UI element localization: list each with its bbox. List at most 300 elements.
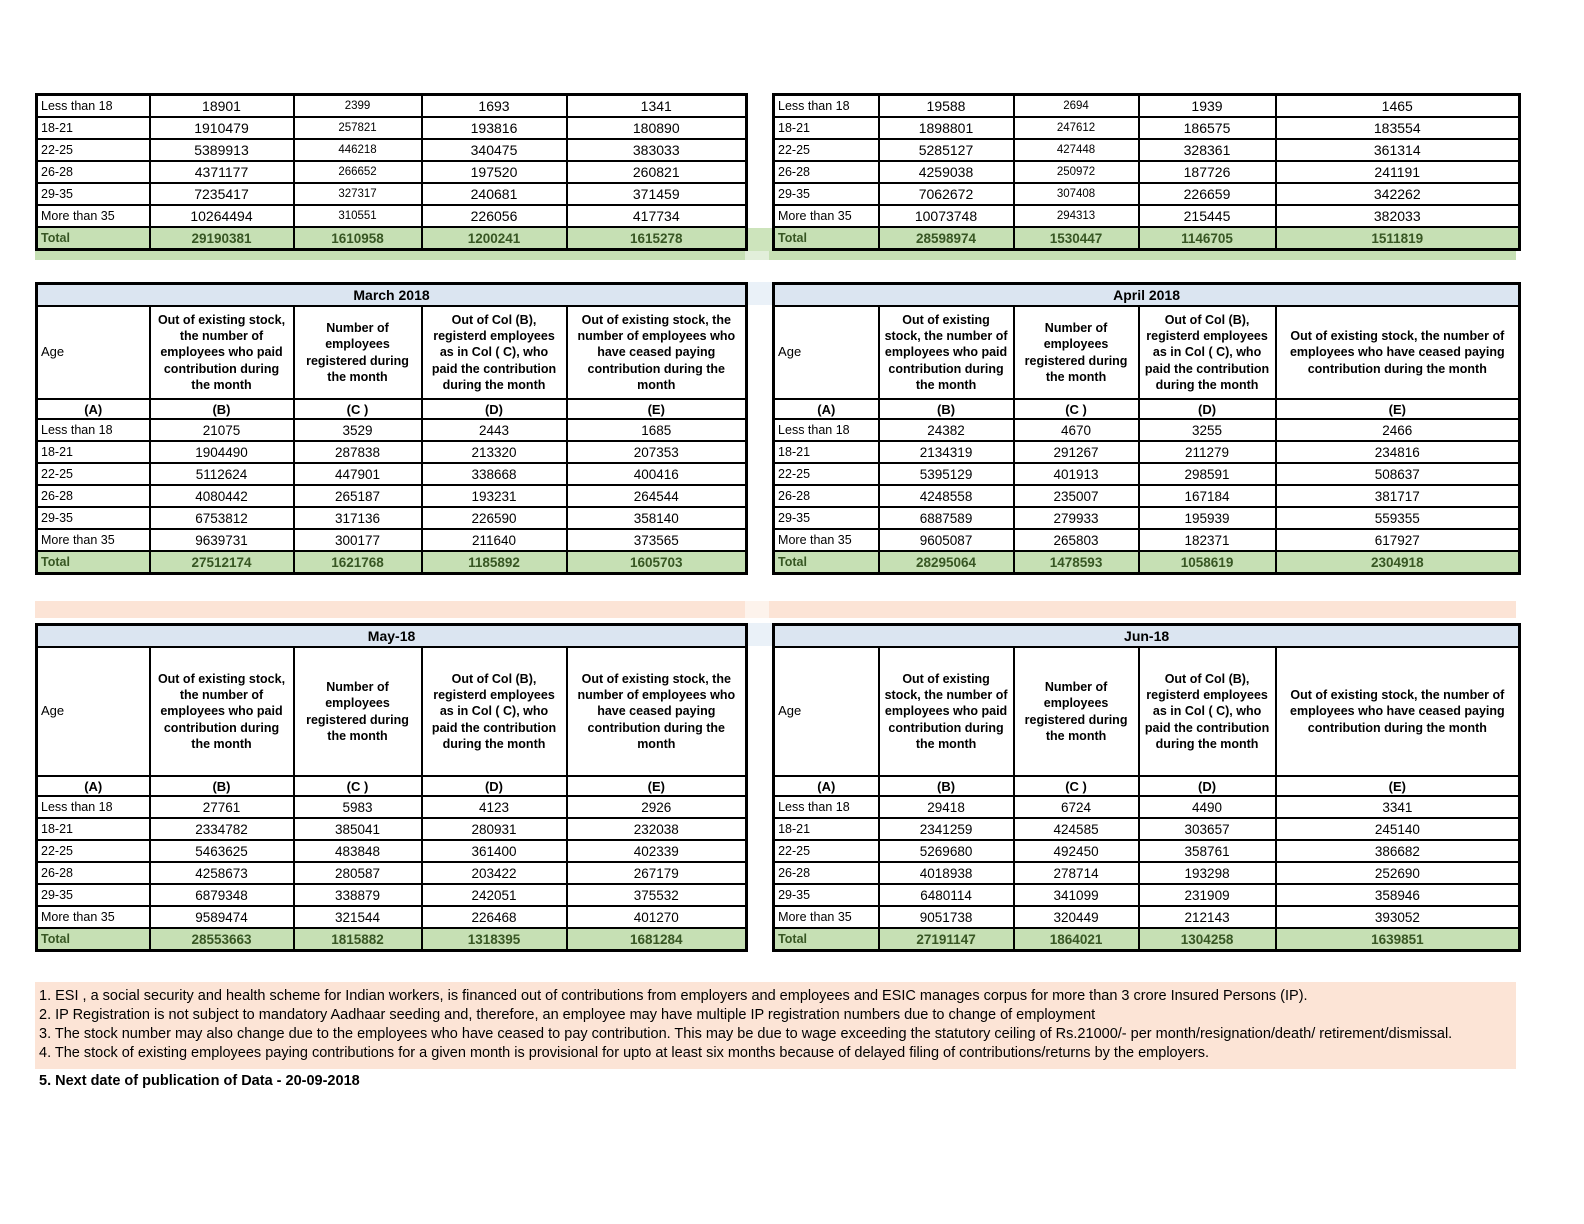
- value-cell: 280931: [422, 818, 567, 840]
- value-cell: 371459: [567, 183, 747, 205]
- value-cell: 5983: [294, 796, 422, 818]
- total-value: 1146705: [1139, 227, 1276, 250]
- value-cell: 393052: [1276, 906, 1520, 928]
- value-cell: 265187: [294, 485, 422, 507]
- total-row: [37, 551, 747, 574]
- age-group-label: 18-21: [37, 818, 150, 840]
- data-table-top-left: [35, 93, 748, 251]
- value-cell: 358140: [567, 507, 747, 529]
- total-value: 1615278: [567, 227, 747, 250]
- col-letter-c: (C ): [1014, 399, 1139, 419]
- age-group-label: 22-25: [37, 840, 150, 862]
- value-cell: 267179: [567, 862, 747, 884]
- column-header-row: [774, 647, 1520, 776]
- total-label: Total: [774, 928, 879, 951]
- value-cell: 235007: [1014, 485, 1139, 507]
- total-label: Total: [774, 227, 879, 250]
- value-cell: 400416: [567, 463, 747, 485]
- col-header-b: Out of existing stock, the number of employees who paid contribution during the month: [150, 647, 294, 776]
- value-cell: 6753812: [150, 507, 294, 529]
- col-header-d: Out of Col (B), registerd employees as in Col ( C), who paid the contribution during the month: [1139, 306, 1276, 399]
- table-row: [774, 529, 1520, 551]
- table-row: [774, 139, 1520, 161]
- value-cell: 3341: [1276, 796, 1520, 818]
- value-cell: 300177: [294, 529, 422, 551]
- total-value: 2304918: [1276, 551, 1520, 574]
- value-cell: 24382: [879, 419, 1014, 441]
- age-group-label: Less than 18: [37, 419, 150, 441]
- value-cell: 401913: [1014, 463, 1139, 485]
- age-group-label: Less than 18: [774, 419, 879, 441]
- total-value: 1639851: [1276, 928, 1520, 951]
- month-title-row: [37, 625, 747, 648]
- table-row: [37, 840, 747, 862]
- column-header-row: [774, 306, 1520, 399]
- value-cell: 4018938: [879, 862, 1014, 884]
- total-value: 29190381: [150, 227, 294, 250]
- total-value: 1185892: [422, 551, 567, 574]
- value-cell: 5112624: [150, 463, 294, 485]
- age-group-label: 29-35: [37, 183, 150, 205]
- total-value: 1304258: [1139, 928, 1276, 951]
- value-cell: 280587: [294, 862, 422, 884]
- value-cell: 279933: [1014, 507, 1139, 529]
- value-cell: 4670: [1014, 419, 1139, 441]
- total-value: 1864021: [1014, 928, 1139, 951]
- table-row: [37, 507, 747, 529]
- value-cell: 338668: [422, 463, 567, 485]
- col-letter-c: (C ): [1014, 776, 1139, 796]
- table-row: [37, 862, 747, 884]
- table-row: [37, 796, 747, 818]
- value-cell: 215445: [1139, 205, 1276, 227]
- value-cell: 195939: [1139, 507, 1276, 529]
- age-group-label: 22-25: [774, 463, 879, 485]
- value-cell: 358761: [1139, 840, 1276, 862]
- value-cell: 7062672: [879, 183, 1014, 205]
- value-cell: 424585: [1014, 818, 1139, 840]
- col-letter-b: (B): [879, 399, 1014, 419]
- value-cell: 307408: [1014, 183, 1139, 205]
- table-row: [774, 818, 1520, 840]
- data-table-march-2018: [35, 282, 748, 575]
- col-header-age: Age: [37, 647, 150, 776]
- age-group-label: 29-35: [774, 183, 879, 205]
- column-header-row: [37, 647, 747, 776]
- col-letter-d: (D): [422, 399, 567, 419]
- value-cell: 231909: [1139, 884, 1276, 906]
- col-letter-e: (E): [567, 399, 747, 419]
- age-group-label: 18-21: [37, 441, 150, 463]
- may-jun-section: [35, 623, 1516, 952]
- value-cell: 338879: [294, 884, 422, 906]
- age-group-label: More than 35: [37, 529, 150, 551]
- value-cell: 386682: [1276, 840, 1520, 862]
- col-header-c: Number of employees registered during the month: [1014, 647, 1139, 776]
- col-letter-e: (E): [1276, 776, 1520, 796]
- value-cell: 260821: [567, 161, 747, 183]
- col-letter-e: (E): [1276, 399, 1520, 419]
- value-cell: 327317: [294, 183, 422, 205]
- col-header-e: Out of existing stock, the number of employees who have ceased paying contribution during the month: [567, 647, 747, 776]
- total-value: 1621768: [294, 551, 422, 574]
- value-cell: 182371: [1139, 529, 1276, 551]
- col-header-e: Out of existing stock, the number of employees who have ceased paying contribution during the month: [567, 306, 747, 399]
- total-value: 1058619: [1139, 551, 1276, 574]
- value-cell: 18901: [150, 95, 294, 118]
- table-row: [774, 205, 1520, 227]
- value-cell: 10073748: [879, 205, 1014, 227]
- value-cell: 197520: [422, 161, 567, 183]
- age-group-label: More than 35: [37, 205, 150, 227]
- value-cell: 226590: [422, 507, 567, 529]
- value-cell: 6887589: [879, 507, 1014, 529]
- table-row: [37, 205, 747, 227]
- value-cell: 402339: [567, 840, 747, 862]
- column-letter-row: [774, 399, 1520, 419]
- value-cell: 342262: [1276, 183, 1520, 205]
- table-row: [774, 884, 1520, 906]
- value-cell: 303657: [1139, 818, 1276, 840]
- table-row: [37, 183, 747, 205]
- value-cell: 1904490: [150, 441, 294, 463]
- value-cell: 6879348: [150, 884, 294, 906]
- value-cell: 358946: [1276, 884, 1520, 906]
- value-cell: 361400: [422, 840, 567, 862]
- col-header-age: Age: [774, 306, 879, 399]
- table-row: [37, 818, 747, 840]
- value-cell: 232038: [567, 818, 747, 840]
- value-cell: 9605087: [879, 529, 1014, 551]
- value-cell: 10264494: [150, 205, 294, 227]
- data-table-may-18: [35, 623, 748, 952]
- table-row: [37, 161, 747, 183]
- age-group-label: More than 35: [774, 906, 879, 928]
- value-cell: 373565: [567, 529, 747, 551]
- col-header-b: Out of existing stock, the number of employees who paid contribution during the month: [879, 306, 1014, 399]
- col-letter-d: (D): [1139, 399, 1276, 419]
- value-cell: 375532: [567, 884, 747, 906]
- value-cell: 381717: [1276, 485, 1520, 507]
- col-letter-e: (E): [567, 776, 747, 796]
- table-row: [37, 117, 747, 139]
- value-cell: 361314: [1276, 139, 1520, 161]
- col-header-d: Out of Col (B), registerd employees as in Col ( C), who paid the contribution during the month: [1139, 647, 1276, 776]
- value-cell: 340475: [422, 139, 567, 161]
- value-cell: 341099: [1014, 884, 1139, 906]
- age-group-label: 22-25: [774, 840, 879, 862]
- value-cell: 241191: [1276, 161, 1520, 183]
- month-title: May-18: [37, 625, 747, 648]
- value-cell: 1939: [1139, 95, 1276, 118]
- table-row: [37, 95, 747, 118]
- total-value: 28553663: [150, 928, 294, 951]
- value-cell: 211640: [422, 529, 567, 551]
- value-cell: 213320: [422, 441, 567, 463]
- esic-report-sheet: [35, 93, 1516, 1091]
- value-cell: 226659: [1139, 183, 1276, 205]
- total-value: 1610958: [294, 227, 422, 250]
- value-cell: 1685: [567, 419, 747, 441]
- value-cell: 1341: [567, 95, 747, 118]
- table-row: [774, 507, 1520, 529]
- table-row: [37, 529, 747, 551]
- col-letter-c: (C ): [294, 776, 422, 796]
- value-cell: 1465: [1276, 95, 1520, 118]
- value-cell: 427448: [1014, 139, 1139, 161]
- value-cell: 2466: [1276, 419, 1520, 441]
- value-cell: 19588: [879, 95, 1014, 118]
- table-row: [37, 419, 747, 441]
- month-title-row: [774, 625, 1520, 648]
- col-letter-d: (D): [1139, 776, 1276, 796]
- green-divider-band: [35, 251, 1516, 260]
- total-label: Total: [37, 928, 150, 951]
- col-letter-b: (B): [150, 776, 294, 796]
- value-cell: 4371177: [150, 161, 294, 183]
- value-cell: 2341259: [879, 818, 1014, 840]
- col-letter-b: (B): [150, 399, 294, 419]
- footnote-1: 1. ESI , a social security and health scheme for Indian workers, is financed out of contributions from employers and employees and ESIC manages corpus for more than 3 crore Insured Persons (IP).: [39, 988, 1308, 1004]
- value-cell: 1693: [422, 95, 567, 118]
- value-cell: 383033: [567, 139, 747, 161]
- value-cell: 240681: [422, 183, 567, 205]
- value-cell: 4259038: [879, 161, 1014, 183]
- value-cell: 265803: [1014, 529, 1139, 551]
- column-letter-row: [774, 776, 1520, 796]
- total-value: 1605703: [567, 551, 747, 574]
- value-cell: 6480114: [879, 884, 1014, 906]
- top-tables-section: [35, 93, 1516, 251]
- age-group-label: 26-28: [37, 161, 150, 183]
- value-cell: 186575: [1139, 117, 1276, 139]
- age-group-label: 22-25: [37, 463, 150, 485]
- value-cell: 559355: [1276, 507, 1520, 529]
- col-letter-d: (D): [422, 776, 567, 796]
- table-row: [774, 840, 1520, 862]
- col-letter-a: (A): [37, 776, 150, 796]
- peach-divider-band: [35, 601, 1516, 618]
- col-header-b: Out of existing stock, the number of employees who paid contribution during the month: [150, 306, 294, 399]
- table-row: [774, 161, 1520, 183]
- age-group-label: 22-25: [37, 139, 150, 161]
- value-cell: 21075: [150, 419, 294, 441]
- value-cell: 2694: [1014, 95, 1139, 118]
- table-row: [37, 485, 747, 507]
- month-title: March 2018: [37, 284, 747, 307]
- value-cell: 310551: [294, 205, 422, 227]
- table-row: [774, 117, 1520, 139]
- age-group-label: More than 35: [774, 529, 879, 551]
- value-cell: 5395129: [879, 463, 1014, 485]
- data-table-top-right: [772, 93, 1521, 251]
- value-cell: 278714: [1014, 862, 1139, 884]
- value-cell: 266652: [294, 161, 422, 183]
- value-cell: 294313: [1014, 205, 1139, 227]
- col-header-c: Number of employees registered during the month: [1014, 306, 1139, 399]
- footnote-5: 5. Next date of publication of Data - 20-09-2018: [39, 1073, 360, 1089]
- col-header-age: Age: [37, 306, 150, 399]
- footnote-block: [35, 982, 1516, 1069]
- value-cell: 252690: [1276, 862, 1520, 884]
- table-row: [37, 139, 747, 161]
- total-value: 1530447: [1014, 227, 1139, 250]
- value-cell: 385041: [294, 818, 422, 840]
- col-letter-a: (A): [37, 399, 150, 419]
- total-value: 28598974: [879, 227, 1014, 250]
- total-value: 28295064: [879, 551, 1014, 574]
- value-cell: 247612: [1014, 117, 1139, 139]
- total-value: 1681284: [567, 928, 747, 951]
- value-cell: 27761: [150, 796, 294, 818]
- data-table-april-2018: [772, 282, 1521, 575]
- value-cell: 320449: [1014, 906, 1139, 928]
- value-cell: 257821: [294, 117, 422, 139]
- age-group-label: 18-21: [774, 818, 879, 840]
- value-cell: 2399: [294, 95, 422, 118]
- col-header-e: Out of existing stock, the number of employees who have ceased paying contribution during the month: [1276, 647, 1520, 776]
- value-cell: 250972: [1014, 161, 1139, 183]
- table-row: [774, 441, 1520, 463]
- total-value: 1478593: [1014, 551, 1139, 574]
- age-group-label: Less than 18: [774, 95, 879, 118]
- table-row: [774, 906, 1520, 928]
- table-row: [37, 884, 747, 906]
- table-row: [774, 183, 1520, 205]
- band-gap-notch: [745, 601, 769, 618]
- total-row: [774, 551, 1520, 574]
- age-group-label: 29-35: [774, 507, 879, 529]
- value-cell: 1910479: [150, 117, 294, 139]
- table-row: [774, 95, 1520, 118]
- age-group-label: 18-21: [774, 117, 879, 139]
- age-group-label: More than 35: [37, 906, 150, 928]
- col-header-e: Out of existing stock, the number of employees who have ceased paying contribution during the month: [1276, 306, 1520, 399]
- table-row: [774, 485, 1520, 507]
- total-value: 27512174: [150, 551, 294, 574]
- age-group-label: 26-28: [774, 161, 879, 183]
- value-cell: 264544: [567, 485, 747, 507]
- age-group-label: 26-28: [37, 862, 150, 884]
- column-header-row: [37, 306, 747, 399]
- footnotes: [35, 982, 1516, 1091]
- table-row: [774, 862, 1520, 884]
- total-row: [774, 227, 1520, 250]
- value-cell: 167184: [1139, 485, 1276, 507]
- month-title-row: [37, 284, 747, 307]
- value-cell: 180890: [567, 117, 747, 139]
- age-group-label: 26-28: [37, 485, 150, 507]
- value-cell: 9639731: [150, 529, 294, 551]
- value-cell: 483848: [294, 840, 422, 862]
- table-row: [37, 906, 747, 928]
- total-row: [37, 227, 747, 250]
- table-row: [774, 796, 1520, 818]
- value-cell: 401270: [567, 906, 747, 928]
- col-letter-b: (B): [879, 776, 1014, 796]
- col-header-c: Number of employees registered during the month: [294, 647, 422, 776]
- value-cell: 328361: [1139, 139, 1276, 161]
- value-cell: 4490: [1139, 796, 1276, 818]
- value-cell: 2134319: [879, 441, 1014, 463]
- value-cell: 9051738: [879, 906, 1014, 928]
- age-group-label: 26-28: [774, 862, 879, 884]
- age-group-label: 18-21: [774, 441, 879, 463]
- total-row: [37, 928, 747, 951]
- value-cell: 234816: [1276, 441, 1520, 463]
- footnote-4: 4. The stock of existing employees paying contributions for a given month is provisional for upto at least six months because of delayed filing of contributions/returns by the employers.: [39, 1045, 1210, 1061]
- month-title: Jun-18: [774, 625, 1520, 648]
- value-cell: 446218: [294, 139, 422, 161]
- table-row: [37, 441, 747, 463]
- value-cell: 4248558: [879, 485, 1014, 507]
- table-row: [774, 419, 1520, 441]
- band-gap-notch: [745, 251, 769, 260]
- value-cell: 193298: [1139, 862, 1276, 884]
- march-april-section: [35, 282, 1516, 575]
- age-group-label: 26-28: [774, 485, 879, 507]
- value-cell: 226468: [422, 906, 567, 928]
- value-cell: 417734: [567, 205, 747, 227]
- total-value: 27191147: [879, 928, 1014, 951]
- value-cell: 321544: [294, 906, 422, 928]
- value-cell: 4258673: [150, 862, 294, 884]
- col-header-age: Age: [774, 647, 879, 776]
- value-cell: 242051: [422, 884, 567, 906]
- total-row: [774, 928, 1520, 951]
- table-row: [774, 463, 1520, 485]
- value-cell: 183554: [1276, 117, 1520, 139]
- column-letter-row: [37, 776, 747, 796]
- value-cell: 291267: [1014, 441, 1139, 463]
- age-group-label: 29-35: [37, 884, 150, 906]
- total-value: 1511819: [1276, 227, 1520, 250]
- total-label: Total: [37, 551, 150, 574]
- value-cell: 287838: [294, 441, 422, 463]
- value-cell: 298591: [1139, 463, 1276, 485]
- col-header-d: Out of Col (B), registerd employees as in Col ( C), who paid the contribution during the month: [422, 306, 567, 399]
- col-header-b: Out of existing stock, the number of employees who paid contribution during the month: [879, 647, 1014, 776]
- age-group-label: Less than 18: [37, 95, 150, 118]
- value-cell: 4080442: [150, 485, 294, 507]
- value-cell: 207353: [567, 441, 747, 463]
- value-cell: 9589474: [150, 906, 294, 928]
- value-cell: 203422: [422, 862, 567, 884]
- value-cell: 2926: [567, 796, 747, 818]
- age-group-label: More than 35: [774, 205, 879, 227]
- col-header-d: Out of Col (B), registerd employees as in Col ( C), who paid the contribution during the month: [422, 647, 567, 776]
- value-cell: 382033: [1276, 205, 1520, 227]
- value-cell: 245140: [1276, 818, 1520, 840]
- value-cell: 5269680: [879, 840, 1014, 862]
- value-cell: 187726: [1139, 161, 1276, 183]
- col-header-c: Number of employees registered during the month: [294, 306, 422, 399]
- col-letter-a: (A): [774, 399, 879, 419]
- value-cell: 5285127: [879, 139, 1014, 161]
- value-cell: 2334782: [150, 818, 294, 840]
- value-cell: 226056: [422, 205, 567, 227]
- value-cell: 492450: [1014, 840, 1139, 862]
- total-value: 1200241: [422, 227, 567, 250]
- col-letter-a: (A): [774, 776, 879, 796]
- value-cell: 5463625: [150, 840, 294, 862]
- col-letter-c: (C ): [294, 399, 422, 419]
- age-group-label: 22-25: [774, 139, 879, 161]
- value-cell: 508637: [1276, 463, 1520, 485]
- age-group-label: Less than 18: [774, 796, 879, 818]
- value-cell: 3529: [294, 419, 422, 441]
- footnote-2: 2. IP Registration is not subject to mandatory Aadhaar seeding and, therefore, an employee may have multiple IP registration numbers due to change of employment: [39, 1007, 1096, 1023]
